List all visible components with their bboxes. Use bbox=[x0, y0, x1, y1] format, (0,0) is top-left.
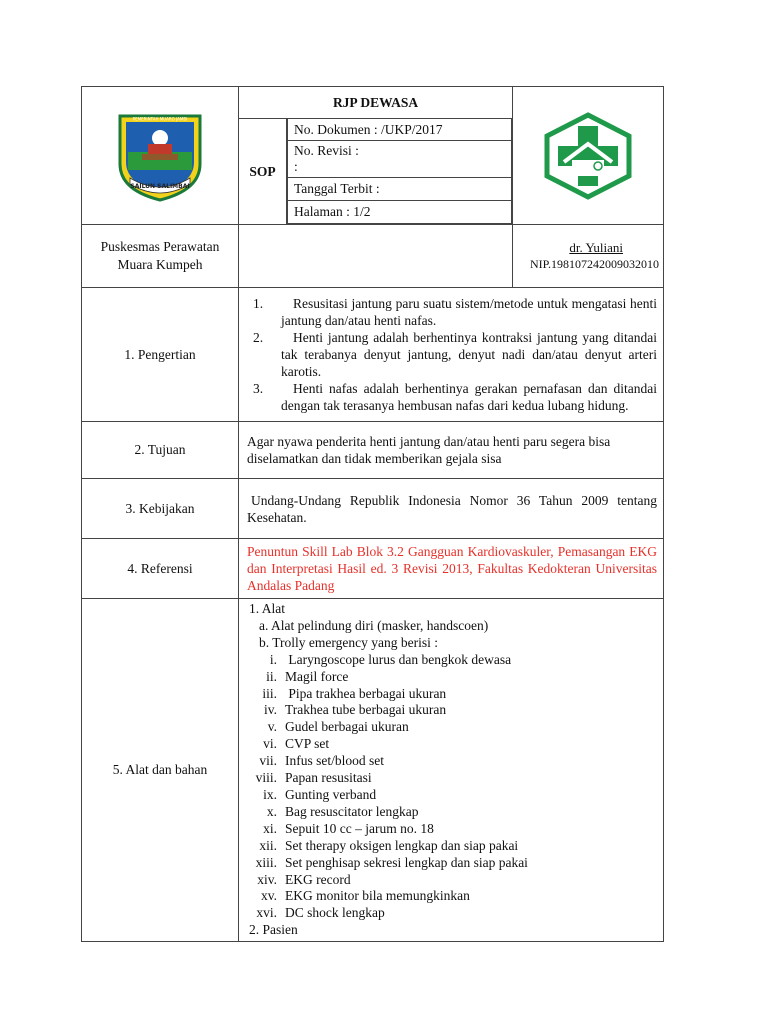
sop-table bbox=[81, 86, 664, 942]
blank-cell bbox=[239, 225, 513, 288]
tanggal-terbit: Tanggal Terbit : bbox=[288, 178, 512, 201]
list-item: 1. Resusitasi jantung paru suatu sistem/metode untuk mengatasi henti jantung dan/atau henti nafas. bbox=[253, 296, 658, 328]
list-item bbox=[239, 702, 657, 719]
regency-logo bbox=[82, 87, 239, 225]
list-item bbox=[239, 787, 657, 804]
list-item-number: xii. bbox=[259, 837, 277, 853]
list-item bbox=[239, 753, 657, 770]
alat-heading: 1. Alat bbox=[249, 601, 285, 616]
list-item-text: Gudel berbagai ukuran bbox=[285, 719, 409, 735]
list-item bbox=[239, 736, 657, 753]
tujuan-text: Agar nyawa penderita henti jantung dan/atau henti paru segera bisa diselamatkan dan tidak memberikan gejala sisa bbox=[239, 422, 664, 479]
label-tujuan: 2. Tujuan bbox=[82, 422, 239, 479]
regency-emblem-icon bbox=[114, 108, 206, 204]
signer-block bbox=[513, 225, 664, 288]
list-item-text: Papan resusitasi bbox=[285, 770, 372, 786]
institution-name: Puskesmas Perawatan Muara Kumpeh bbox=[82, 225, 239, 288]
list-item-text: EKG monitor bila memungkinkan bbox=[285, 888, 470, 904]
list-item-text: Gunting verband bbox=[285, 786, 377, 802]
alat-bahan-content bbox=[239, 599, 664, 942]
list-item bbox=[239, 821, 657, 838]
sop-document bbox=[81, 86, 663, 942]
emblem-top-text: PEMERINTAH MUARO JAMBI bbox=[132, 116, 188, 121]
list-item-number: ii. bbox=[266, 668, 277, 684]
list-item-text: Laryngoscope lurus dan bengkok dewasa bbox=[285, 651, 512, 667]
list-item-number: ix. bbox=[263, 786, 277, 802]
list-item bbox=[239, 872, 657, 889]
alat-item-b: b. Trolly emergency yang berisi : bbox=[259, 634, 438, 650]
halaman: Halaman : 1/2 bbox=[288, 201, 512, 224]
kebijakan-text: Undang-Undang Republik Indonesia Nomor 36 Tahun 2009 tentang Kesehatan. bbox=[239, 479, 664, 539]
list-item-text: Trakhea tube berbagai ukuran bbox=[285, 702, 447, 718]
label-referensi: 4. Referensi bbox=[82, 539, 239, 599]
pasien-heading: 2. Pasien bbox=[249, 922, 298, 938]
list-item bbox=[239, 669, 657, 686]
list-item-number: vii. bbox=[259, 753, 277, 769]
label-kebijakan: 3. Kebijakan bbox=[82, 479, 239, 539]
pengertian-list bbox=[247, 295, 657, 414]
list-item-text: DC shock lengkap bbox=[285, 905, 385, 921]
list-item-number: x. bbox=[266, 803, 277, 819]
list-item-number: viii. bbox=[255, 770, 277, 786]
list-item bbox=[239, 770, 657, 787]
list-item-number: v. bbox=[267, 719, 277, 735]
list-item-text: Pipa trakhea berbagai ukuran bbox=[285, 685, 447, 701]
list-item-text: EKG record bbox=[285, 871, 351, 887]
list-item bbox=[239, 652, 657, 669]
no-revisi-line1: No. Revisi : bbox=[294, 143, 359, 158]
document-title: RJP DEWASA bbox=[239, 87, 513, 119]
document-meta bbox=[287, 119, 513, 225]
list-item: 3. Henti nafas adalah berhentinya gerakan pernafasan dan ditandai dengan tak terasanya hembusan nafas dari kedua lubang hidung. bbox=[253, 381, 658, 413]
list-item bbox=[239, 855, 657, 872]
pengertian-content bbox=[239, 288, 664, 422]
list-item-number: xv. bbox=[261, 888, 277, 904]
signer-name: dr. Yuliani bbox=[569, 240, 624, 255]
list-item-number: xvi. bbox=[256, 905, 277, 921]
list-item-number: xiii. bbox=[255, 854, 277, 870]
list-item-number: iii. bbox=[262, 685, 277, 701]
puskesmas-logo-icon bbox=[542, 112, 634, 200]
sop-label: SOP bbox=[239, 119, 287, 225]
list-item bbox=[239, 888, 657, 905]
alat-item-a: a. Alat pelindung diri (masker, handscoen) bbox=[259, 617, 489, 633]
list-item-number: xiv. bbox=[257, 871, 277, 887]
list-item-number: xi. bbox=[263, 820, 277, 836]
puskesmas-logo bbox=[513, 87, 664, 225]
list-item bbox=[239, 719, 657, 736]
list-item-number: iv. bbox=[264, 702, 277, 718]
list-item bbox=[239, 686, 657, 703]
list-item-text: Bag resuscitator lengkap bbox=[285, 803, 419, 819]
list-item: 2. Henti jantung adalah berhentinya kontraksi jantung yang ditandai tak terabanya denyut jantung, denyut nadi dan/atau denyut arteri karotis. bbox=[253, 330, 658, 379]
no-revisi bbox=[288, 141, 512, 178]
list-item-number: i. bbox=[269, 651, 277, 667]
no-revisi-line2: : bbox=[294, 159, 298, 174]
referensi-text: Penuntun Skill Lab Blok 3.2 Gangguan Kardiovaskuler, Pemasangan EKG dan Interpretasi Hasil ed. 3 Revisi 2013, Fakultas Kedokteran Universitas Andalas Padang bbox=[239, 539, 664, 599]
list-item-text: Magil force bbox=[285, 668, 349, 684]
list-item-text: CVP set bbox=[285, 736, 330, 752]
trolly-items-list bbox=[239, 652, 657, 923]
list-item-text: Infus set/blood set bbox=[285, 753, 384, 769]
label-pengertian: 1. Pengertian bbox=[82, 288, 239, 422]
list-item-text: Set penghisap sekresi lengkap dan siap pakai bbox=[285, 854, 528, 870]
list-item bbox=[239, 804, 657, 821]
list-item-text: Sepuit 10 cc – jarum no. 18 bbox=[285, 820, 434, 836]
list-item-text: Set therapy oksigen lengkap dan siap pakai bbox=[285, 837, 519, 853]
no-dokumen: No. Dokumen : /UKP/2017 bbox=[288, 119, 512, 141]
list-item bbox=[239, 838, 657, 855]
label-alat-bahan: 5. Alat dan bahan bbox=[82, 599, 239, 942]
list-item bbox=[239, 905, 657, 922]
emblem-motto: SAILUN SALIMBAI bbox=[130, 182, 190, 190]
signer-nip: NIP.198107242009032010 bbox=[530, 257, 660, 271]
list-item-number: vi. bbox=[263, 736, 277, 752]
